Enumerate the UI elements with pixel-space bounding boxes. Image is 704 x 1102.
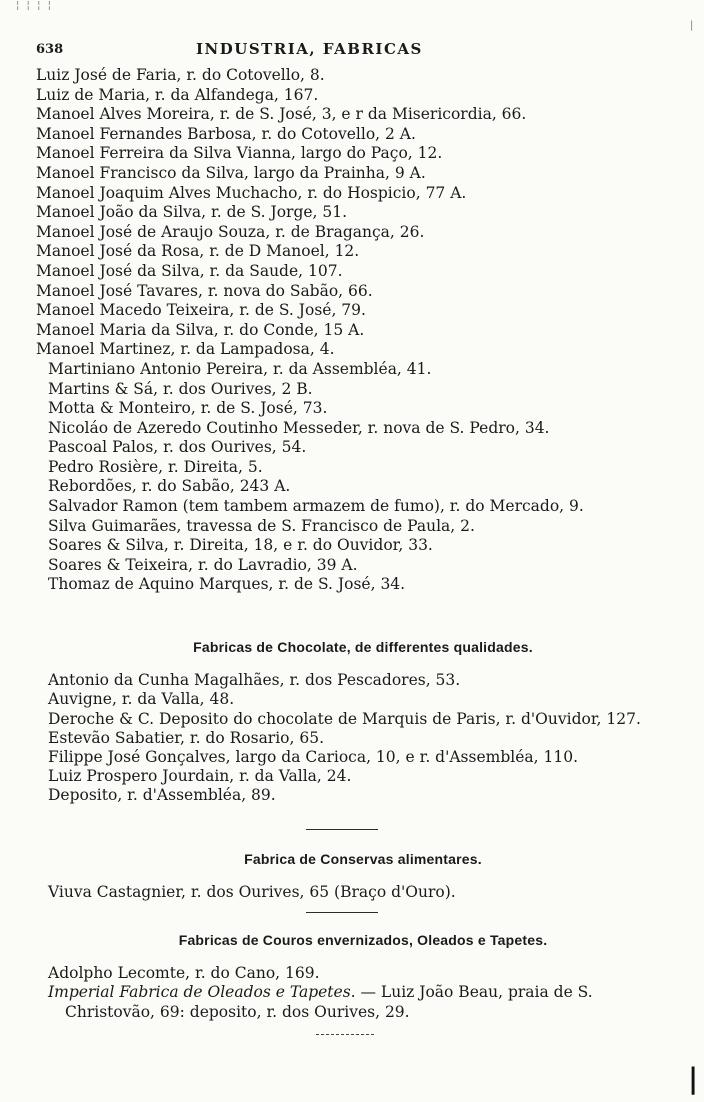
list-item: Estevão Sabatier, r. do Rosario, 65. (48, 728, 325, 747)
section-divider (306, 829, 378, 830)
list-item: Antonio da Cunha Magalhães, r. dos Pescadores, 53. (48, 671, 461, 690)
section-divider (306, 912, 378, 913)
list-item: Manoel Maria da Silva, r. do Conde, 15 A. (36, 320, 365, 339)
list-item: Manoel Joaquim Alves Muchacho, r. do Hospicio, 77 A. (36, 183, 467, 202)
scan-mark: ¦ ¦ ¦ ¦ (16, 0, 54, 11)
list-item: Manoel Ferreira da Silva Vianna, largo do Paço, 12. (36, 144, 443, 163)
list-item: Adolpho Lecomte, r. do Cano, 169. (48, 964, 320, 983)
list-item: Manoel José de Araujo Souza, r. de Bragança, 26. (36, 222, 425, 241)
list-item: Thomaz de Aquino Marques, r. de S. José, 34. (48, 575, 406, 594)
main-entry-list (36, 66, 636, 595)
list-item: Manoel José da Silva, r. da Saude, 107. (36, 261, 343, 280)
list-item: Pascoal Palos, r. dos Ourives, 54. (48, 438, 307, 457)
list-item: Salvador Ramon (tem tambem armazem de fumo), r. do Mercado, 9. (48, 497, 584, 516)
list-item: Luiz de Maria, r. da Alfandega, 167. (36, 85, 319, 104)
page-number: 638 (36, 42, 64, 57)
list-item: Manoel Fernandes Barbosa, r. do Cotovello, 2 A. (36, 124, 416, 143)
running-head: INDUSTRIA, FABRICAS (196, 40, 423, 58)
list-item: Martiniano Antonio Pereira, r. da Assembléa, 41. (48, 359, 432, 378)
list-item: Manoel José da Rosa, r. de D Manoel, 12. (36, 242, 360, 261)
list-item: Deposito, r. d'Assembléa, 89. (48, 786, 276, 805)
page-header (36, 40, 636, 62)
list-item: Motta & Monteiro, r. de S. José, 73. (48, 399, 328, 418)
list-item: Manoel Macedo Teixeira, r. de S. José, 79. (36, 301, 366, 320)
list-item: Filippe José Gonçalves, largo da Carioca, 10, e r. d'Assembléa, 110. (48, 748, 578, 767)
list-item: Deroche & C. Deposito do chocolate de Marquis de Paris, r. d'Ouvidor, 127. (48, 709, 641, 728)
italic-title: Imperial Fabrica de Oleados e Tapetes. (48, 983, 356, 1002)
list-item: Manoel João da Silva, r. de S. Jorge, 51. (36, 203, 348, 222)
list-item: Soares & Silva, r. Direita, 18, e r. do Ouvidor, 33. (48, 536, 433, 555)
list-item: Viuva Castagnier, r. dos Ourives, 65 (Braço d'Ouro). (48, 883, 456, 902)
list-item: Luiz José de Faria, r. do Cotovello, 8. (36, 66, 325, 84)
list-item: Manoel Francisco da Silva, largo da Prainha, 9 A. (36, 163, 426, 182)
list-item (48, 983, 645, 1021)
section-title: Fabricas de Couros envernizados, Oleados e Tapetes. (178, 932, 548, 948)
scan-mark: | (690, 20, 694, 31)
list-item: Manoel Martinez, r. da Lampadosa, 4. (36, 340, 335, 359)
section-couros (48, 931, 638, 1022)
list-item: Rebordões, r. do Sabão, 243 A. (48, 477, 291, 496)
entry-text: — Luiz João Beau, praia de S. Christovão, 69: deposito, r. dos Ourives, 29. (65, 983, 593, 1021)
section-title: Fabricas de Chocolate, de differentes qualidades. (193, 639, 533, 655)
section-title: Fabrica de Conservas alimentares. (244, 851, 482, 867)
list-item: Nicoláo de Azeredo Coutinho Messeder, r. nova de S. Pedro, 34. (48, 418, 550, 437)
section-chocolate (48, 638, 641, 806)
list-item: Luiz Prospero Jourdain, r. da Valla, 24. (48, 767, 352, 786)
list-item: Silva Guimarães, travessa de S. Francisco de Paula, 2. (48, 516, 475, 535)
list-item: Soares & Teixeira, r. do Lavradio, 39 A. (48, 555, 358, 574)
list-item: Martins & Sá, r. dos Ourives, 2 B. (48, 379, 313, 398)
list-item: Pedro Rosière, r. Direita, 5. (48, 457, 263, 476)
list-item: Manoel José Tavares, r. nova do Sabão, 66. (36, 281, 373, 300)
end-divider (316, 1034, 374, 1035)
list-item: Auvigne, r. da Valla, 48. (48, 690, 235, 709)
scan-mark: | (688, 1062, 699, 1095)
list-item: Manoel Alves Moreira, r. de S. José, 3, e r da Misericordia, 66. (36, 105, 527, 124)
section-conservas (48, 850, 638, 902)
